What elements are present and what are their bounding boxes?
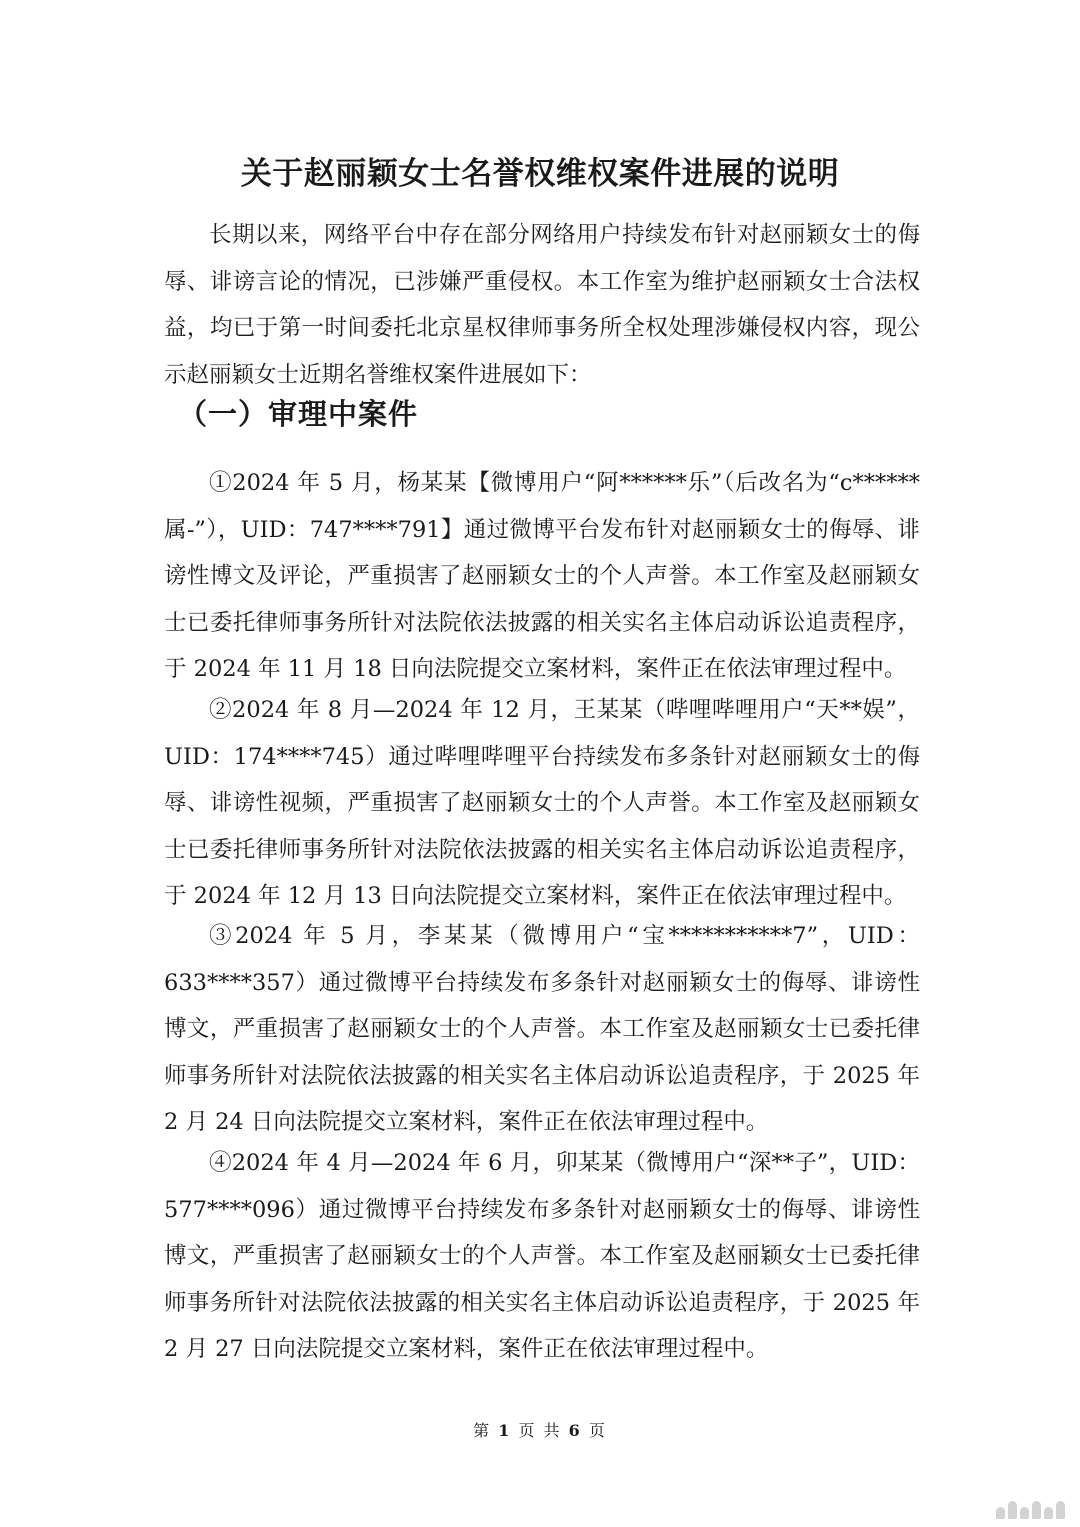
case-paragraph-4: ④2024 年 4 月—2024 年 6 月，卯某某（微博用户“深**子”，UID：577****096）通过微博平台持续发布多条针对赵丽颖女士的侮辱、诽谤性博文，严重损害了赵丽颖女士的个人声誉。本工作室及赵丽颖女士已委托律师事务所针对法院依法披露的相关实名主体启动诉讼追责程序，于 2025 年 2 月 27 日向法院提交立案材料，案件正在依法审理过程中。: [164, 1150, 920, 1362]
document-title: 关于赵丽颖女士名誉权维权案件进展的说明: [240, 156, 840, 192]
page-footer: [0, 1418, 1080, 1441]
footer-prefix: 第: [473, 1421, 492, 1440]
case-paragraph-1: ①2024 年 5 月，杨某某【微博用户“阿******乐”（后改名为“c******属-”），UID：747****791】通过微博平台发布针对赵丽颖女士的侮辱、诽谤性博文及评论，严重损害了赵丽颖女士的个人声誉。本工作室及赵丽颖女士已委托律师事务所针对法院依法披露的相关实名主体启动诉讼追责程序，于 2024 年 11 月 18 日向法院提交立案材料，案件正在依法审理过程中。: [164, 470, 920, 682]
footer-middle: 页 共: [518, 1421, 562, 1440]
footer-suffix: 页: [588, 1421, 607, 1440]
footer-total-pages: 6: [568, 1421, 582, 1440]
watermark-icon: [996, 1497, 1066, 1519]
case-paragraph-3: ③2024 年 5 月，李某某（微博用户“宝***********7”，UID：633****357）通过微博平台持续发布多条针对赵丽颖女士的侮辱、诽谤性博文，严重损害了赵丽颖女士的个人声誉。本工作室及赵丽颖女士已委托律师事务所针对法院依法披露的相关实名主体启动诉讼追责程序，于 2025 年 2 月 24 日向法院提交立案材料，案件正在依法审理过程中。: [164, 923, 920, 1135]
section-heading: （一）审理中案件: [178, 397, 419, 431]
intro-paragraph: 长期以来，网络平台中存在部分网络用户持续发布针对赵丽颖女士的侮辱、诽谤言论的情况，已涉嫌严重侵权。本工作室为维护赵丽颖女士合法权益，均已于第一时间委托北京星权律师事务所全权处理涉嫌侵权内容，现公示赵丽颖女士近期名誉维权案件进展如下：: [164, 222, 920, 388]
case-paragraph-2: ②2024 年 8 月—2024 年 12 月，王某某（哔哩哔哩用户“天**娱”，UID：174****745）通过哔哩哔哩平台持续发布多条针对赵丽颖女士的侮辱、诽谤性视频，严重损害了赵丽颖女士的个人声誉。本工作室及赵丽颖女士已委托律师事务所针对法院依法披露的相关实名主体启动诉讼追责程序，于 2024 年 12 月 13 日向法院提交立案材料，案件正在依法审理过程中。: [164, 697, 920, 909]
footer-current-page: 1: [498, 1421, 512, 1440]
